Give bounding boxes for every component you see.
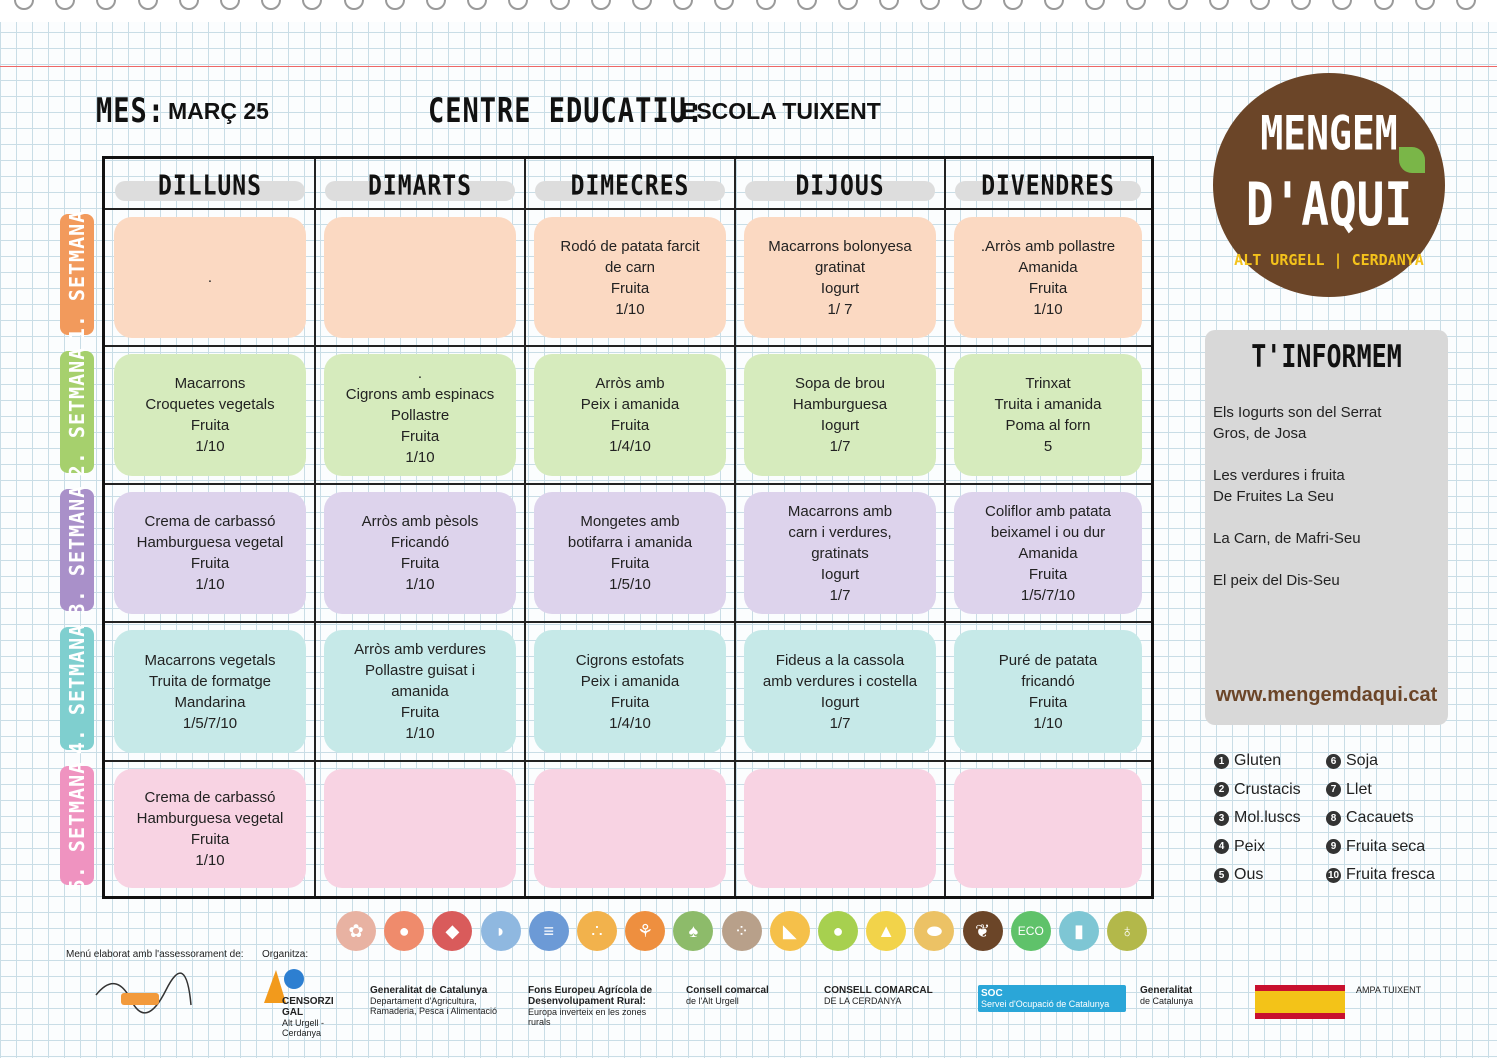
sponsor-logo <box>282 996 342 1038</box>
menu-line: Fruita <box>190 555 230 572</box>
week-tab <box>60 623 94 754</box>
menu-line: amanida <box>391 683 449 700</box>
menu-line: Fruita <box>610 279 650 297</box>
week-tab <box>60 484 94 616</box>
grid-column-divider <box>734 159 736 896</box>
menu-line: Hamburguesa vegetal <box>136 809 284 827</box>
sponsor-name: CONSELL COMARCAL <box>824 985 933 996</box>
menu-cell <box>534 769 726 888</box>
menu-line: Trinxat <box>1025 375 1071 392</box>
allergen-name: Mol.luscs <box>1234 809 1301 826</box>
spiral-ring <box>1044 0 1064 10</box>
menu-line: Hamburguesa vegetal <box>136 534 284 551</box>
week-tab-label: 4. SETMANA <box>65 623 90 754</box>
menu-cell <box>114 492 306 614</box>
spiral-ring <box>756 0 776 10</box>
allergen-name: Cacauets <box>1346 809 1414 826</box>
menu-line: Fricandó <box>390 534 450 551</box>
menu-cell <box>324 492 516 614</box>
menu-line: botifarra i amanida <box>567 534 693 551</box>
spiral-ring <box>344 0 364 10</box>
spiral-ring <box>1456 0 1476 10</box>
menu-line: Poma al forn <box>1005 417 1091 434</box>
allergen-number: 6 <box>1326 754 1341 769</box>
menu-line: Fruita <box>1028 279 1068 297</box>
sandwich-icon: ▲ <box>866 911 906 951</box>
allergen-number: 7 <box>1326 782 1341 797</box>
allergen-item <box>1326 752 1378 770</box>
milk-icon: ▮ <box>1059 911 1099 951</box>
legumes-icon: ⁘ <box>722 911 762 951</box>
eco-icon: ECO <box>1011 911 1051 951</box>
allergen-number: 4 <box>1214 839 1229 854</box>
menu-cell <box>114 769 306 888</box>
day-header-dimecres <box>525 167 735 205</box>
menu-line: Sopa de brou <box>794 375 886 392</box>
day-header-label: DIMECRES <box>570 170 690 202</box>
sponsor-name: CENSORZI GAL <box>282 996 334 1018</box>
spiral-ring <box>508 0 528 10</box>
spiral-ring <box>385 0 405 10</box>
spiral-ring <box>96 0 116 10</box>
menu-line: 1/4/10 <box>609 714 651 732</box>
menu-cell <box>744 630 936 753</box>
menu-line: Iogurt <box>820 279 860 297</box>
spiral-ring <box>1168 0 1188 10</box>
info-line: La Carn, de Mafri-Seu <box>1213 530 1361 547</box>
sponsor-subtitle: DE LA CERDANYA <box>824 996 902 1006</box>
sponsor-subtitle: Departament d'Agricultura, Ramaderia, Pesca i Alimentació <box>370 996 498 1016</box>
info-paragraph <box>1213 402 1438 444</box>
spiral-ring <box>220 0 240 10</box>
spiral-ring <box>1332 0 1352 10</box>
apple-icon: ● <box>818 911 858 951</box>
sponsor-name: SOC <box>981 988 1003 999</box>
allergen-item <box>1214 838 1265 856</box>
menu-cell <box>324 217 516 338</box>
menu-line: Arròs amb verdures <box>354 641 486 658</box>
spiral-ring <box>1126 0 1146 10</box>
menu-line: 1/10 <box>1033 300 1063 318</box>
beans-icon: ∴ <box>577 911 617 951</box>
chicken-icon: ◣ <box>770 911 810 951</box>
menu-line: Iogurt <box>820 417 860 434</box>
oil-icon: ♁ <box>1107 911 1147 951</box>
spiral-ring <box>14 0 34 10</box>
sponsor-subtitle: Europa inverteix en les zones rurals <box>528 1007 647 1027</box>
nutritionist-signature <box>86 965 196 1025</box>
grid-row-divider <box>105 208 1151 210</box>
menu-cell <box>954 354 1142 476</box>
menu-line: Macarrons vegetals <box>144 651 276 669</box>
menu-cell <box>534 630 726 753</box>
menu-line: amb verdures i costella <box>762 672 918 690</box>
week-tab-label: 2. SETMANA <box>65 346 90 478</box>
spiral-ring <box>550 0 570 10</box>
menu-line: Fruita <box>1028 565 1068 583</box>
menu-line: 1/7 <box>829 714 851 732</box>
menu-cell <box>954 217 1142 338</box>
allergen-number: 2 <box>1214 782 1229 797</box>
logo-line3: ALT URGELL | CERDANYA <box>1234 251 1424 269</box>
sponsor-subtitle: de l'Alt Urgell <box>686 996 739 1006</box>
sponsor-subtitle: Alt Urgell - Cerdanya <box>282 1018 325 1038</box>
menu-cell <box>324 354 516 476</box>
day-header-dimarts <box>315 167 525 205</box>
menu-line: Puré de patata <box>998 651 1098 669</box>
sponsor-logo <box>370 985 520 1016</box>
menu-line: Cigrons amb espinacs <box>345 385 495 403</box>
menu-line: Fruita <box>400 427 440 445</box>
allergen-name: Gluten <box>1234 752 1282 769</box>
menu-line: Macarrons bolonyesa <box>768 237 912 255</box>
spiral-ring <box>838 0 858 10</box>
allergen-name: Peix <box>1234 837 1266 855</box>
menu-line: beixamel i ou dur <box>990 523 1106 541</box>
menu-cell <box>534 354 726 476</box>
allergen-number: 8 <box>1326 811 1341 826</box>
spiral-ring <box>1250 0 1270 10</box>
menu-line: 1/10 <box>195 576 225 593</box>
spiral-ring <box>879 0 899 10</box>
week-tab <box>60 760 94 891</box>
menu-line: Fruita <box>190 830 230 848</box>
sponsor-name: Fons Europeu Agrícola de Desenvolupament Rural: <box>528 985 653 1007</box>
info-paragraph <box>1213 570 1438 591</box>
day-header-label: DIVENDRES <box>981 170 1115 202</box>
menu-line: Fruita <box>190 417 230 434</box>
info-line: Gros, de Josa <box>1213 425 1307 442</box>
month-value: MARÇ 25 <box>168 98 269 124</box>
allergen-name: Crustacis <box>1234 780 1301 798</box>
menu-line: Rodó de patata farcit <box>560 237 700 255</box>
spiral-ring <box>1085 0 1105 10</box>
week-tab-label: 3. SETMANA <box>65 484 90 616</box>
info-line: Els Iogurts son del Serrat <box>1213 404 1382 421</box>
menu-line: .Arròs amb pollastre <box>980 237 1116 255</box>
allergen-item <box>1326 809 1414 827</box>
allergen-item <box>1326 838 1425 856</box>
school-label: CENTRE EDUCATIU: <box>428 92 705 131</box>
mushroom-icon: ♠ <box>673 911 713 951</box>
spiral-ring <box>591 0 611 10</box>
menu-line: de carn <box>604 258 656 276</box>
margin-line <box>0 66 1497 67</box>
mengem-daqui-logo <box>1213 73 1445 297</box>
sponsor-logo <box>978 985 1126 1012</box>
logo-line1: MENGEM <box>1260 105 1398 161</box>
info-line: De Fruites La Seu <box>1213 488 1334 505</box>
menu-line: Macarrons amb <box>787 502 893 520</box>
sponsor-logo <box>1356 985 1452 995</box>
day-header-dijous <box>735 167 945 205</box>
day-header-dilluns <box>105 167 315 205</box>
menu-grid <box>102 156 1154 899</box>
allergen-name: Fruita seca <box>1346 837 1426 855</box>
menu-line: 1/5/7/10 <box>182 714 238 732</box>
menu-cell <box>744 217 936 338</box>
allergen-item <box>1214 809 1301 827</box>
spiral-ring <box>138 0 158 10</box>
info-line: El peix del Dis-Seu <box>1213 572 1340 589</box>
info-panel <box>1205 330 1448 725</box>
week-tab <box>60 346 94 478</box>
menu-cell <box>534 492 726 614</box>
logo-line2: D'AQUI <box>1245 168 1413 240</box>
allergen-name: Ous <box>1234 866 1264 883</box>
menu-line: Hamburguesa <box>792 396 888 413</box>
menu-cell <box>744 354 936 476</box>
spiral-ring <box>1291 0 1311 10</box>
grid-row-divider <box>105 483 1151 485</box>
day-header-label: DIMARTS <box>368 170 472 202</box>
menu-line: Truita i amanida <box>994 396 1102 413</box>
week-tab <box>60 209 94 340</box>
menu-line: 1/10 <box>405 576 435 593</box>
menu-cell <box>954 492 1142 614</box>
info-paragraph <box>1213 465 1438 507</box>
grid-column-divider <box>524 159 526 896</box>
menu-line: fricandó <box>1021 672 1075 690</box>
allergen-number: 3 <box>1214 811 1229 826</box>
sponsor-logo <box>1255 985 1345 1019</box>
allergen-item <box>1214 866 1263 884</box>
allergen-item <box>1214 752 1281 770</box>
spiral-ring <box>179 0 199 10</box>
menu-cell <box>114 217 306 338</box>
sardines-icon: ≡ <box>529 911 569 951</box>
menu-line: Coliflor amb patata <box>985 502 1111 520</box>
menu-line: 1/4/10 <box>609 438 651 455</box>
menu-line: 1/5/7/10 <box>1020 586 1076 604</box>
spiral-ring <box>261 0 281 10</box>
menu-line: 1/5/10 <box>609 576 651 593</box>
menu-line: 1/10 <box>195 851 225 869</box>
sponsor-logo <box>824 985 964 1006</box>
sponsor-name: Generalitat <box>1140 985 1193 996</box>
day-header-label: DIJOUS <box>795 170 885 202</box>
menu-line: Fruita <box>400 555 440 572</box>
spiral-binding <box>0 0 1497 22</box>
leaf-icon: ❦ <box>963 911 1003 951</box>
week-tab-label: 1. SETMANA <box>65 209 90 340</box>
menu-line: 1/7 <box>829 438 851 455</box>
spiral-ring <box>797 0 817 10</box>
info-paragraph <box>1213 528 1438 549</box>
menu-line: Fruita <box>610 417 650 434</box>
spiral-ring <box>1209 0 1229 10</box>
school-value: ESCOLA TUIXENT <box>681 98 881 124</box>
allergen-item <box>1326 866 1435 884</box>
menu-line: . <box>207 269 213 286</box>
meat-icon: ◆ <box>432 911 472 951</box>
spiral-ring <box>467 0 487 10</box>
day-header-label: DILLUNS <box>158 170 262 202</box>
menu-line: Fruita <box>610 555 650 572</box>
info-title: T'INFORMEM <box>1251 338 1402 375</box>
allergen-number: 1 <box>1214 754 1229 769</box>
grid-row-divider <box>105 345 1151 347</box>
organitza-label: Organitza: <box>262 949 309 960</box>
advice-label: Menú elaborat amb l'assessorament de: <box>66 949 244 960</box>
menu-line: gratinats <box>811 544 869 562</box>
spiral-ring <box>920 0 940 10</box>
menu-line: Truita de formatge <box>149 672 271 690</box>
menu-line: 1/ 7 <box>827 300 853 318</box>
menu-line: Peix i amanida <box>580 396 680 413</box>
grid-row-divider <box>105 760 1151 762</box>
menu-line: Mongetes amb <box>580 513 680 530</box>
menu-line: Arròs amb pèsols <box>361 513 479 530</box>
menu-line: 1/10 <box>615 300 645 318</box>
menu-cell <box>534 217 726 338</box>
menu-line: 5 <box>1043 438 1053 455</box>
website-link[interactable]: www.mengemdaqui.cat <box>1215 684 1438 706</box>
menu-line: 1/10 <box>405 448 435 466</box>
spiral-ring <box>714 0 734 10</box>
grain-icon: ✿ <box>336 911 376 951</box>
menu-line: Pollastre guisat i <box>364 662 476 679</box>
info-line: Les verdures i fruita <box>1213 467 1345 484</box>
menu-line: Crema de carbassó <box>144 513 276 530</box>
sponsor-name: Consell comarcal <box>686 985 769 996</box>
spiral-ring <box>55 0 75 10</box>
day-header-divendres <box>945 167 1151 205</box>
spiral-ring <box>1415 0 1435 10</box>
menu-line: Fideus a la cassola <box>775 651 905 669</box>
spiral-ring <box>1003 0 1023 10</box>
bread-icon: ⬬ <box>914 911 954 951</box>
menu-line: Fruita <box>1028 693 1068 711</box>
menu-line: Amanida <box>1018 258 1078 276</box>
allergen-name: Soja <box>1346 752 1379 769</box>
spiral-ring <box>962 0 982 10</box>
menu-line: Mandarina <box>174 693 246 711</box>
wheat-icon: ⚘ <box>625 911 665 951</box>
menu-line: Fruita <box>400 704 440 721</box>
spiral-ring <box>632 0 652 10</box>
menu-line: Amanida <box>1018 544 1078 562</box>
sponsor-logo <box>528 985 668 1027</box>
menu-line: Crema de carbassó <box>144 788 276 806</box>
sponsor-name: Generalitat de Catalunya <box>370 985 488 996</box>
menu-line: Pollastre <box>390 406 450 424</box>
spiral-ring <box>302 0 322 10</box>
menu-line: Croquetes vegetals <box>145 396 275 413</box>
menu-line: 1/10 <box>1033 714 1063 732</box>
drumstick-icon: ● <box>384 911 424 951</box>
menu-cell <box>114 354 306 476</box>
grid-row-divider <box>105 621 1151 623</box>
sponsor-subtitle: Servei d'Ocupació de Catalunya <box>981 999 1110 1009</box>
sponsor-subtitle: de Catalunya <box>1140 996 1194 1006</box>
sponsor-logo <box>1140 985 1240 1006</box>
allergen-name: Llet <box>1346 780 1372 798</box>
menu-line: Arròs amb <box>595 375 665 392</box>
sponsor-logo <box>686 985 806 1006</box>
fish-icon: ◗ <box>481 911 521 951</box>
allergen-item <box>1214 781 1301 799</box>
menu-line: . <box>417 364 423 382</box>
menu-line: Cigrons estofats <box>575 651 685 669</box>
menu-line: Iogurt <box>820 693 860 711</box>
menu-line: 1/10 <box>195 438 225 455</box>
menu-cell <box>324 769 516 888</box>
menu-cell <box>744 492 936 614</box>
menu-line: Fruita <box>610 693 650 711</box>
menu-line: Macarrons <box>174 375 246 392</box>
menu-cell <box>324 630 516 753</box>
spiral-ring <box>426 0 446 10</box>
menu-line: Peix i amanida <box>580 672 680 690</box>
allergen-number: 5 <box>1214 868 1229 883</box>
allergen-item <box>1326 781 1372 799</box>
spiral-ring <box>1374 0 1394 10</box>
allergen-number: 9 <box>1326 839 1341 854</box>
allergen-name: Fruita fresca <box>1346 866 1435 883</box>
allergen-number: 10 <box>1327 869 1340 881</box>
menu-cell <box>954 769 1142 888</box>
grid-column-divider <box>314 159 316 896</box>
menu-line: gratinat <box>814 258 866 276</box>
week-tab-label: 5. SETMANA <box>65 760 90 891</box>
menu-cell <box>954 630 1142 753</box>
menu-line: carn i verdures, <box>788 523 892 541</box>
menu-line: 1/10 <box>405 725 435 742</box>
spiral-ring <box>673 0 693 10</box>
grid-column-divider <box>944 159 946 896</box>
sponsor-subtitle: AMPA TUIXENT <box>1356 985 1422 995</box>
month-label: MES: <box>96 92 166 131</box>
menu-line: 1/7 <box>829 586 851 604</box>
menu-cell <box>114 630 306 753</box>
menu-cell <box>744 769 936 888</box>
menu-line: Iogurt <box>820 565 860 583</box>
